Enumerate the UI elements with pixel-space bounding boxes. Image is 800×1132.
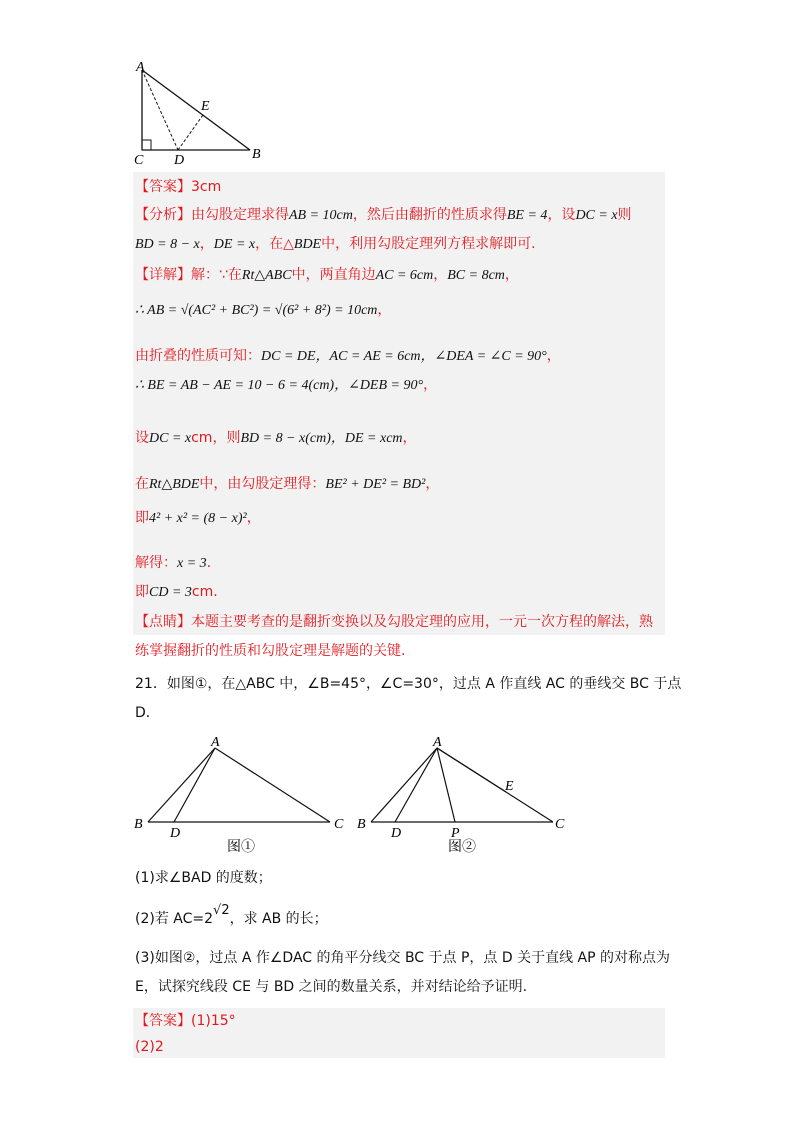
question-21-line-2: D． (135, 705, 160, 721)
analysis-line-2 (135, 234, 536, 255)
analysis-text: ，设 (547, 207, 576, 223)
math-expr: AC = 6cm (375, 268, 434, 283)
math-expr: Rt△ABC (241, 268, 292, 283)
answer-tag: 【答案】 (135, 179, 191, 195)
label-b: B (357, 817, 366, 832)
detail-text: . (206, 555, 212, 571)
detail-line-6 (135, 474, 439, 495)
label-d: D (174, 153, 185, 168)
analysis-text: ，然后由翻折的性质求得 (352, 207, 507, 223)
math-expr: DC = x (149, 431, 192, 446)
analysis-tag: 【分析】 (135, 207, 191, 223)
subquestion-1: (1)求∠BAD 的度数； (135, 870, 272, 886)
math-expr: DC = DE，AC = AE = 6cm，∠DEA = ∠C = 90° (261, 349, 547, 364)
math-expr: 4² + x² = (8 − x)² (149, 511, 247, 526)
analysis-text: 中，利用勾股定理列方程求解即可. (321, 236, 536, 252)
detail-text: 解：∵在 (191, 267, 242, 283)
answer2-line-2: (2)2 (135, 1039, 164, 1055)
detail-line-2 (135, 300, 391, 321)
figure-caption: 图② (448, 840, 476, 855)
detail-line-1 (135, 265, 519, 286)
label-c: C (555, 817, 565, 832)
label-a: A (136, 60, 145, 75)
detail-text: ， (423, 377, 438, 393)
label-e: E (505, 779, 514, 794)
math-expr: DE = x (213, 237, 256, 252)
subquestion-3-line-1: (3)如图②，过点 A 作∠DAC 的角平分线交 BC 于点 P，点 D 关于直线 AP 的对称点为 (135, 950, 671, 966)
math-expr: x = 3 (177, 556, 207, 571)
analysis-text: 由勾股定理求得 (191, 207, 289, 223)
math-expr: BE² + DE² = BD² (325, 477, 426, 492)
label-d: D (391, 826, 402, 841)
math-expr: Rt△BDE (149, 477, 200, 492)
analysis-line-1 (135, 205, 632, 226)
detail-text: cm，则 (191, 430, 241, 446)
comment-text: 练掌握翻折的性质和勾股定理是解题的关键. (135, 643, 406, 659)
comment-line-2 (135, 641, 405, 661)
detail-line-5 (135, 428, 417, 449)
subquestion-3-line-2: E，试探究线段 CE 与 BD 之间的数量关系，并对结论给予证明. (135, 979, 528, 995)
answer2-line-1 (135, 1011, 236, 1031)
detail-text: ， (504, 267, 519, 283)
detail-line-3 (135, 346, 561, 367)
detail-text: 即 (135, 510, 149, 526)
detail-line-4 (135, 375, 437, 396)
detail-text: ， (546, 348, 561, 364)
math-expr: BD = 8 − x (135, 237, 200, 252)
math-expr: √2 (213, 903, 230, 918)
triangle-figure-1 (130, 730, 355, 860)
label-b: B (134, 817, 143, 832)
comment-tag: 【点睛】 (135, 614, 191, 630)
detail-text: ， (377, 302, 392, 318)
detail-text: 在 (135, 476, 149, 492)
answer-value: 3cm (191, 179, 222, 195)
math-expr: ∴ AB = √(AC² + BC²) = √(6² + 8²) = 10cm (135, 303, 378, 318)
subquestion-text: ，求 AB 的长； (229, 911, 328, 927)
label-c: C (334, 817, 344, 832)
math-expr: BDE (293, 237, 322, 252)
detail-text: 由折叠的性质可知： (135, 348, 261, 364)
detail-line-7 (135, 508, 261, 529)
math-expr: ∴ BE = AB − AE = 10 − 6 = 4(cm)，∠DEB = 90° (135, 378, 424, 393)
detail-tag: 【详解】 (135, 267, 191, 283)
detail-text: ， (433, 267, 448, 283)
detail-line-8 (135, 553, 211, 574)
detail-text: 中，由勾股定理得： (199, 476, 326, 492)
detail-text: 设 (135, 430, 149, 446)
subquestion-text: (2)若 AC=2 (135, 911, 214, 927)
detail-text: ， (402, 430, 417, 446)
math-expr: AB = 10cm (289, 208, 353, 223)
label-a: A (211, 735, 220, 750)
answer-line (135, 177, 221, 197)
math-expr: BD = 8 − x(cm)，DE = xcm (240, 431, 403, 446)
analysis-text: 则 (617, 207, 632, 223)
detail-line-9 (135, 582, 218, 603)
label-c: C (134, 153, 144, 168)
answer-tag: 【答案】 (135, 1013, 191, 1029)
label-a: A (433, 735, 442, 750)
detail-text: ， (425, 476, 440, 492)
math-expr: DC = x (575, 208, 618, 223)
question-21-line-1: 21．如图①，在△ABC 中，∠B=45°，∠C=30°，过点 A 作直线 AC 的垂线交 BC 于点 (135, 676, 682, 692)
detail-text: ， (246, 510, 261, 526)
triangle-figure-top (130, 60, 270, 168)
subquestion-2 (135, 903, 328, 930)
analysis-text: ， (199, 236, 214, 252)
detail-text: cm. (191, 584, 218, 600)
figure-caption: 图① (227, 840, 255, 855)
label-p: P (451, 826, 460, 841)
answer-value: (1)15° (191, 1013, 236, 1029)
label-b: B (252, 147, 261, 162)
triangle-figure-2 (355, 730, 580, 860)
math-expr: BC = 8cm (447, 268, 505, 283)
detail-text: 即 (135, 584, 149, 600)
detail-text: 中，两直角边 (291, 267, 376, 283)
analysis-text: ，在△ (255, 236, 294, 252)
math-expr: BE = 4 (506, 208, 548, 223)
label-e: E (201, 99, 210, 114)
detail-text: 解得： (135, 555, 177, 571)
label-d: D (170, 826, 181, 841)
comment-line-1 (135, 612, 653, 632)
comment-text: 本题主要考查的是翻折变换以及勾股定理的应用，一元一次方程的解法，熟 (191, 614, 653, 630)
math-expr: CD = 3 (149, 585, 192, 600)
